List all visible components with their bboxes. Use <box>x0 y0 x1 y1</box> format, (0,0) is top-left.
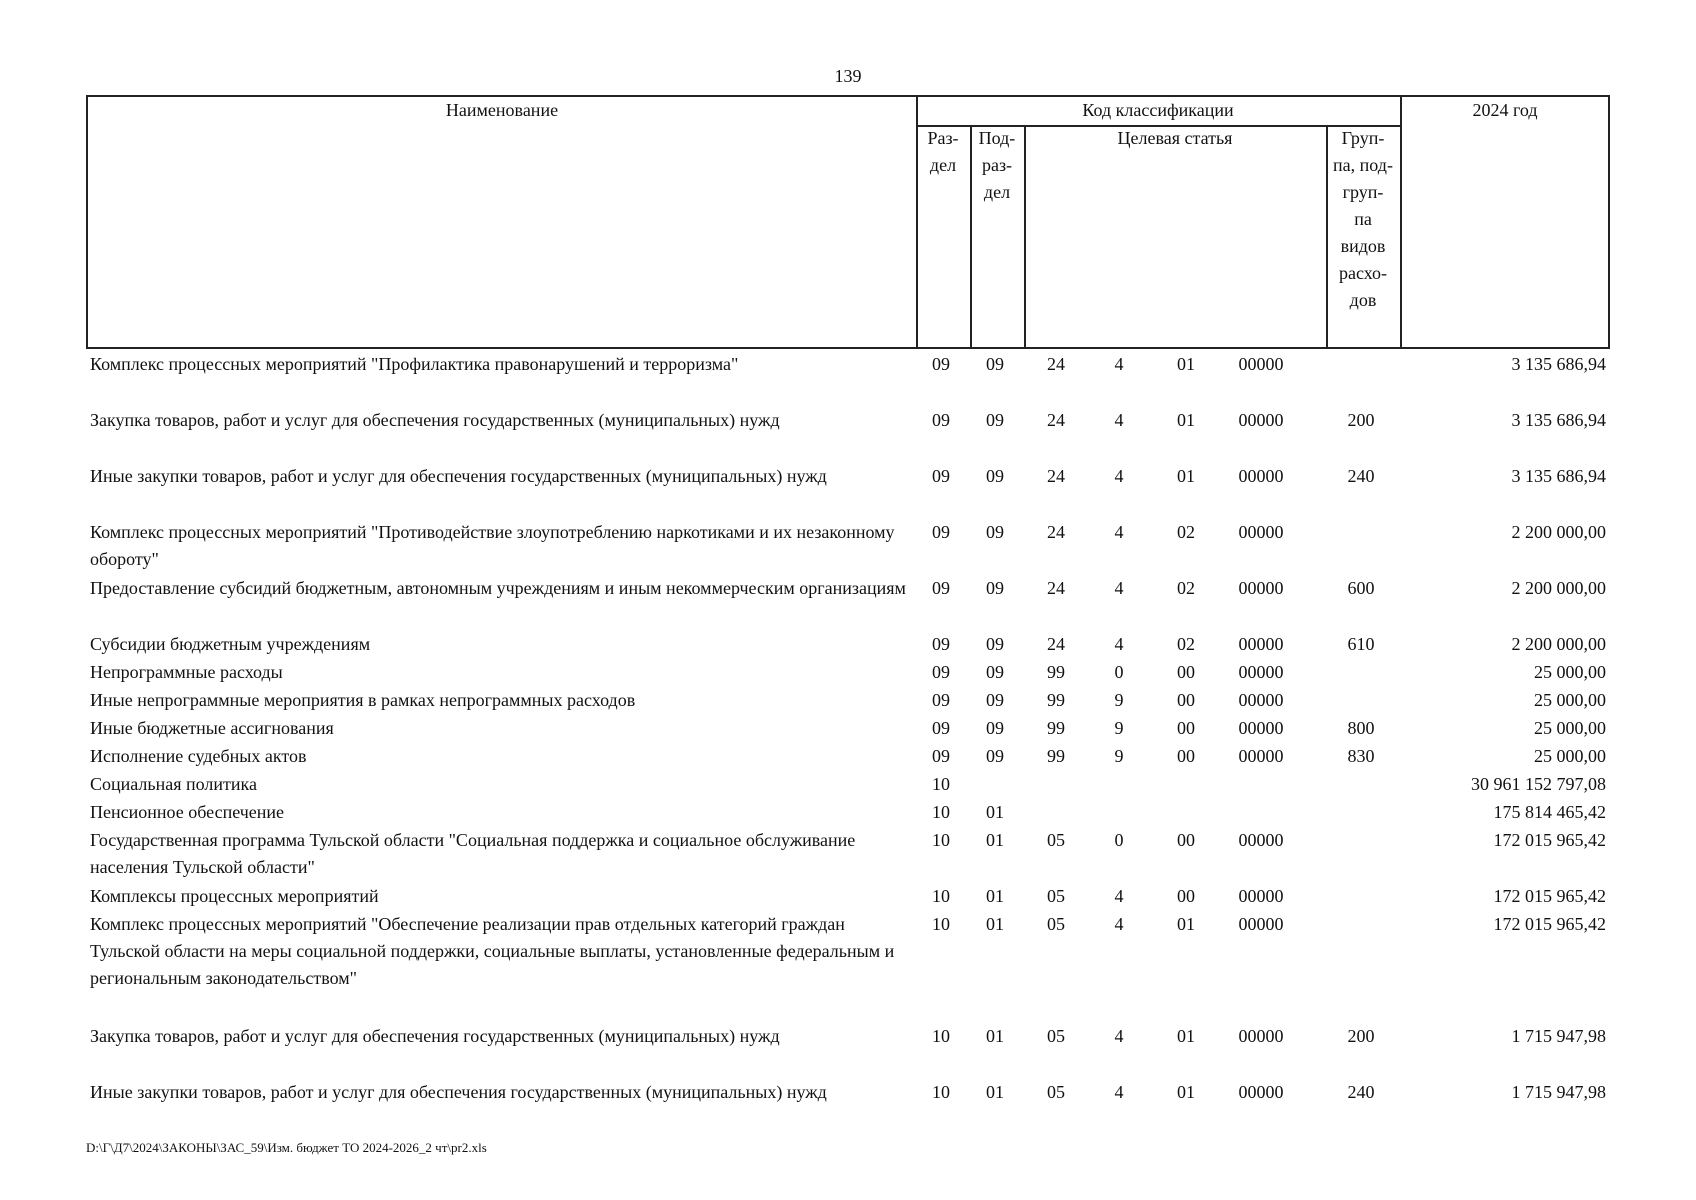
row-target-3: 02 <box>1177 522 1195 542</box>
header-group-line: па <box>1354 209 1372 229</box>
row-podrazdel: 09 <box>986 662 1004 682</box>
row-target-3: 00 <box>1177 746 1195 766</box>
row-vid: 600 <box>1347 578 1375 598</box>
row-amount: 172 015 965,42 <box>1493 886 1606 906</box>
header-group-line: расхо- <box>1338 263 1388 283</box>
row-target-3: 02 <box>1177 578 1195 598</box>
header-group-line: дов <box>1349 290 1377 310</box>
row-vid: 610 <box>1347 634 1375 654</box>
row-razdel: 09 <box>932 354 950 374</box>
row-target-2: 4 <box>1114 578 1124 598</box>
row-amount: 25 000,00 <box>1534 662 1606 682</box>
table-row <box>86 575 1610 631</box>
row-target-2: 4 <box>1114 1082 1124 1102</box>
row-target-3: 01 <box>1177 354 1195 374</box>
row-target-4: 00000 <box>1238 466 1284 486</box>
header-group-line: па, под- <box>1333 155 1393 175</box>
row-target-1: 24 <box>1047 522 1065 542</box>
row-target-3: 01 <box>1177 1082 1195 1102</box>
row-razdel: 09 <box>932 410 950 430</box>
row-target-3: 01 <box>1177 1026 1195 1046</box>
row-razdel: 09 <box>932 718 950 738</box>
row-podrazdel: 01 <box>986 914 1004 934</box>
row-amount: 25 000,00 <box>1534 690 1606 710</box>
row-target-1: 05 <box>1047 830 1065 850</box>
row-amount: 30 961 152 797,08 <box>1471 774 1606 794</box>
row-razdel: 09 <box>932 634 950 654</box>
row-name: Социальная политика <box>90 774 257 794</box>
table-body <box>86 351 1610 1135</box>
row-razdel: 09 <box>932 578 950 598</box>
row-amount: 2 200 000,00 <box>1511 578 1606 598</box>
row-target-2: 4 <box>1114 1026 1124 1046</box>
header-name-col: Наименование <box>445 100 559 120</box>
row-razdel: 09 <box>932 522 950 542</box>
row-name: Пенсионное обеспечение <box>90 802 285 822</box>
row-target-3: 01 <box>1177 466 1195 486</box>
header-razdel <box>916 125 970 179</box>
row-target-4: 00000 <box>1238 354 1284 374</box>
row-target-2: 9 <box>1114 718 1124 738</box>
table-row <box>86 883 1610 911</box>
file-path-footer: D:\Г\Д7\2024\ЗАКОНЫ\ЗАС_59\Изм. бюджет ТО 2024-2026_2 чт\pr2.xls <box>86 1140 487 1155</box>
row-amount: 1 715 947,98 <box>1511 1082 1606 1102</box>
row-target-3: 01 <box>1177 914 1195 934</box>
row-amount: 3 135 686,94 <box>1511 354 1606 374</box>
row-podrazdel: 01 <box>986 886 1004 906</box>
row-amount: 172 015 965,42 <box>1493 830 1606 850</box>
row-target-4: 00000 <box>1238 578 1284 598</box>
row-target-2: 4 <box>1114 410 1124 430</box>
row-target-3: 00 <box>1177 662 1195 682</box>
row-amount: 2 200 000,00 <box>1511 522 1606 542</box>
header-podrazdel-line: дел <box>983 182 1011 202</box>
row-target-1: 24 <box>1047 466 1065 486</box>
row-target-3: 00 <box>1177 886 1195 906</box>
header-group <box>1326 125 1400 314</box>
row-razdel: 09 <box>932 746 950 766</box>
row-target-2: 0 <box>1114 830 1124 850</box>
table-row <box>86 771 1610 799</box>
row-vid: 830 <box>1347 746 1375 766</box>
header-podrazdel <box>970 125 1024 206</box>
row-amount: 3 135 686,94 <box>1511 466 1606 486</box>
row-target-3: 00 <box>1177 690 1195 710</box>
row-name: Иные непрограммные мероприятия в рамках непрограммных расходов <box>90 690 636 710</box>
row-target-3: 00 <box>1177 718 1195 738</box>
row-razdel: 10 <box>932 1082 950 1102</box>
row-target-1: 24 <box>1047 578 1065 598</box>
row-razdel: 09 <box>932 690 950 710</box>
row-name: Субсидии бюджетным учреждениям <box>90 634 371 654</box>
row-target-2: 4 <box>1114 522 1124 542</box>
table-row <box>86 1079 1610 1135</box>
row-amount: 2 200 000,00 <box>1511 634 1606 654</box>
row-vid: 200 <box>1347 1026 1375 1046</box>
header-podrazdel-line: Под- <box>978 128 1016 148</box>
row-razdel: 10 <box>932 886 950 906</box>
row-podrazdel: 09 <box>986 410 1004 430</box>
row-razdel: 10 <box>932 914 950 934</box>
row-target-1: 99 <box>1047 746 1065 766</box>
row-name: Комплекс процессных мероприятий "Обеспечение реализации прав отдельных категорий граждан Тульской области на меры социальной поддержки, социальные выплаты, установленные федеральным и региональным законодательством" <box>90 914 895 988</box>
header-group-line: видов <box>1340 236 1386 256</box>
row-amount: 175 814 465,42 <box>1493 802 1606 822</box>
row-name: Закупка товаров, работ и услуг для обеспечения государственных (муниципальных) нужд <box>90 410 780 430</box>
row-target-2: 4 <box>1114 354 1124 374</box>
row-podrazdel: 01 <box>986 802 1004 822</box>
row-podrazdel: 01 <box>986 830 1004 850</box>
row-amount: 25 000,00 <box>1534 718 1606 738</box>
header-target: Целевая статья <box>1117 128 1233 148</box>
row-amount: 172 015 965,42 <box>1493 914 1606 934</box>
header-group-line: груп- <box>1342 182 1384 202</box>
row-target-4: 00000 <box>1238 522 1284 542</box>
row-razdel: 10 <box>932 802 950 822</box>
row-razdel: 10 <box>932 830 950 850</box>
header-podrazdel-line: раз- <box>981 155 1013 175</box>
row-vid: 240 <box>1347 1082 1375 1102</box>
header-divider <box>1024 125 1026 347</box>
row-razdel: 09 <box>932 662 950 682</box>
table-row <box>86 799 1610 827</box>
row-name: Иные закупки товаров, работ и услуг для обеспечения государственных (муниципальных) нужд <box>90 1082 827 1102</box>
row-name: Исполнение судебных актов <box>90 746 307 766</box>
row-amount: 3 135 686,94 <box>1511 410 1606 430</box>
row-amount: 25 000,00 <box>1534 746 1606 766</box>
row-razdel: 09 <box>932 466 950 486</box>
row-target-3: 02 <box>1177 634 1195 654</box>
row-podrazdel: 09 <box>986 578 1004 598</box>
table-row <box>86 743 1610 771</box>
table-row <box>86 687 1610 715</box>
row-target-3: 00 <box>1177 830 1195 850</box>
row-target-4: 00000 <box>1238 690 1284 710</box>
table-row <box>86 463 1610 519</box>
row-target-1: 05 <box>1047 1026 1065 1046</box>
row-name: Непрограммные расходы <box>90 662 283 682</box>
row-name: Комплекс процессных мероприятий "Противодействие злоупотреблению наркотиками и их незаконному обороту" <box>90 522 895 569</box>
row-target-2: 4 <box>1114 914 1124 934</box>
row-podrazdel: 01 <box>986 1026 1004 1046</box>
row-podrazdel: 01 <box>986 1082 1004 1102</box>
table-row <box>86 1023 1610 1079</box>
row-podrazdel: 09 <box>986 690 1004 710</box>
header-group-line: Груп- <box>1341 128 1385 148</box>
row-target-1: 24 <box>1047 354 1065 374</box>
row-podrazdel: 09 <box>986 466 1004 486</box>
row-name: Предоставление субсидий бюджетным, автономным учреждениям и иным некоммерческим организациям <box>90 578 906 598</box>
header-razdel-line: Раз- <box>927 128 959 148</box>
table-row <box>86 911 1610 1023</box>
row-name: Государственная программа Тульской области "Социальная поддержка и социальное обслуживание населения Тульской области" <box>90 830 856 877</box>
row-target-1: 24 <box>1047 634 1065 654</box>
row-razdel: 10 <box>932 774 950 794</box>
header-divider <box>1400 97 1402 347</box>
header-code-group: Код классификации <box>1082 100 1234 120</box>
row-podrazdel: 09 <box>986 634 1004 654</box>
row-razdel: 10 <box>932 1026 950 1046</box>
row-target-1: 24 <box>1047 410 1065 430</box>
row-podrazdel: 09 <box>986 746 1004 766</box>
row-target-1: 99 <box>1047 718 1065 738</box>
row-target-4: 00000 <box>1238 718 1284 738</box>
row-vid: 200 <box>1347 410 1375 430</box>
row-target-2: 4 <box>1114 466 1124 486</box>
row-target-1: 05 <box>1047 1082 1065 1102</box>
row-target-1: 99 <box>1047 690 1065 710</box>
row-target-4: 00000 <box>1238 746 1284 766</box>
row-target-4: 00000 <box>1238 1026 1284 1046</box>
row-target-4: 00000 <box>1238 634 1284 654</box>
row-target-4: 00000 <box>1238 830 1284 850</box>
header-razdel-line: дел <box>929 155 957 175</box>
row-podrazdel: 09 <box>986 718 1004 738</box>
table-row <box>86 659 1610 687</box>
table-row <box>86 631 1610 659</box>
row-target-2: 9 <box>1114 690 1124 710</box>
row-target-4: 00000 <box>1238 1082 1284 1102</box>
row-target-4: 00000 <box>1238 410 1284 430</box>
row-name: Иные закупки товаров, работ и услуг для обеспечения государственных (муниципальных) нужд <box>90 466 827 486</box>
row-target-2: 9 <box>1114 746 1124 766</box>
row-target-2: 4 <box>1114 634 1124 654</box>
row-vid: 240 <box>1347 466 1375 486</box>
row-target-1: 99 <box>1047 662 1065 682</box>
row-target-1: 05 <box>1047 886 1065 906</box>
row-vid: 800 <box>1347 718 1375 738</box>
table-row <box>86 407 1610 463</box>
row-target-3: 01 <box>1177 410 1195 430</box>
table-row <box>86 715 1610 743</box>
row-target-2: 0 <box>1114 662 1124 682</box>
row-target-1: 05 <box>1047 914 1065 934</box>
table-row <box>86 351 1610 407</box>
header-year-col: 2024 год <box>1472 100 1538 120</box>
table-header <box>86 95 1610 349</box>
row-target-4: 00000 <box>1238 914 1284 934</box>
table-row <box>86 519 1610 575</box>
row-target-4: 00000 <box>1238 662 1284 682</box>
row-name: Комплексы процессных мероприятий <box>90 886 379 906</box>
row-target-2: 4 <box>1114 886 1124 906</box>
row-name: Иные бюджетные ассигнования <box>90 718 334 738</box>
row-podrazdel: 09 <box>986 354 1004 374</box>
row-name: Комплекс процессных мероприятий "Профилактика правонарушений и терроризма" <box>90 354 739 374</box>
row-amount: 1 715 947,98 <box>1511 1026 1606 1046</box>
page-number: 139 <box>834 66 862 86</box>
row-target-4: 00000 <box>1238 886 1284 906</box>
row-name: Закупка товаров, работ и услуг для обеспечения государственных (муниципальных) нужд <box>90 1026 780 1046</box>
row-podrazdel: 09 <box>986 522 1004 542</box>
table-row <box>86 827 1610 883</box>
